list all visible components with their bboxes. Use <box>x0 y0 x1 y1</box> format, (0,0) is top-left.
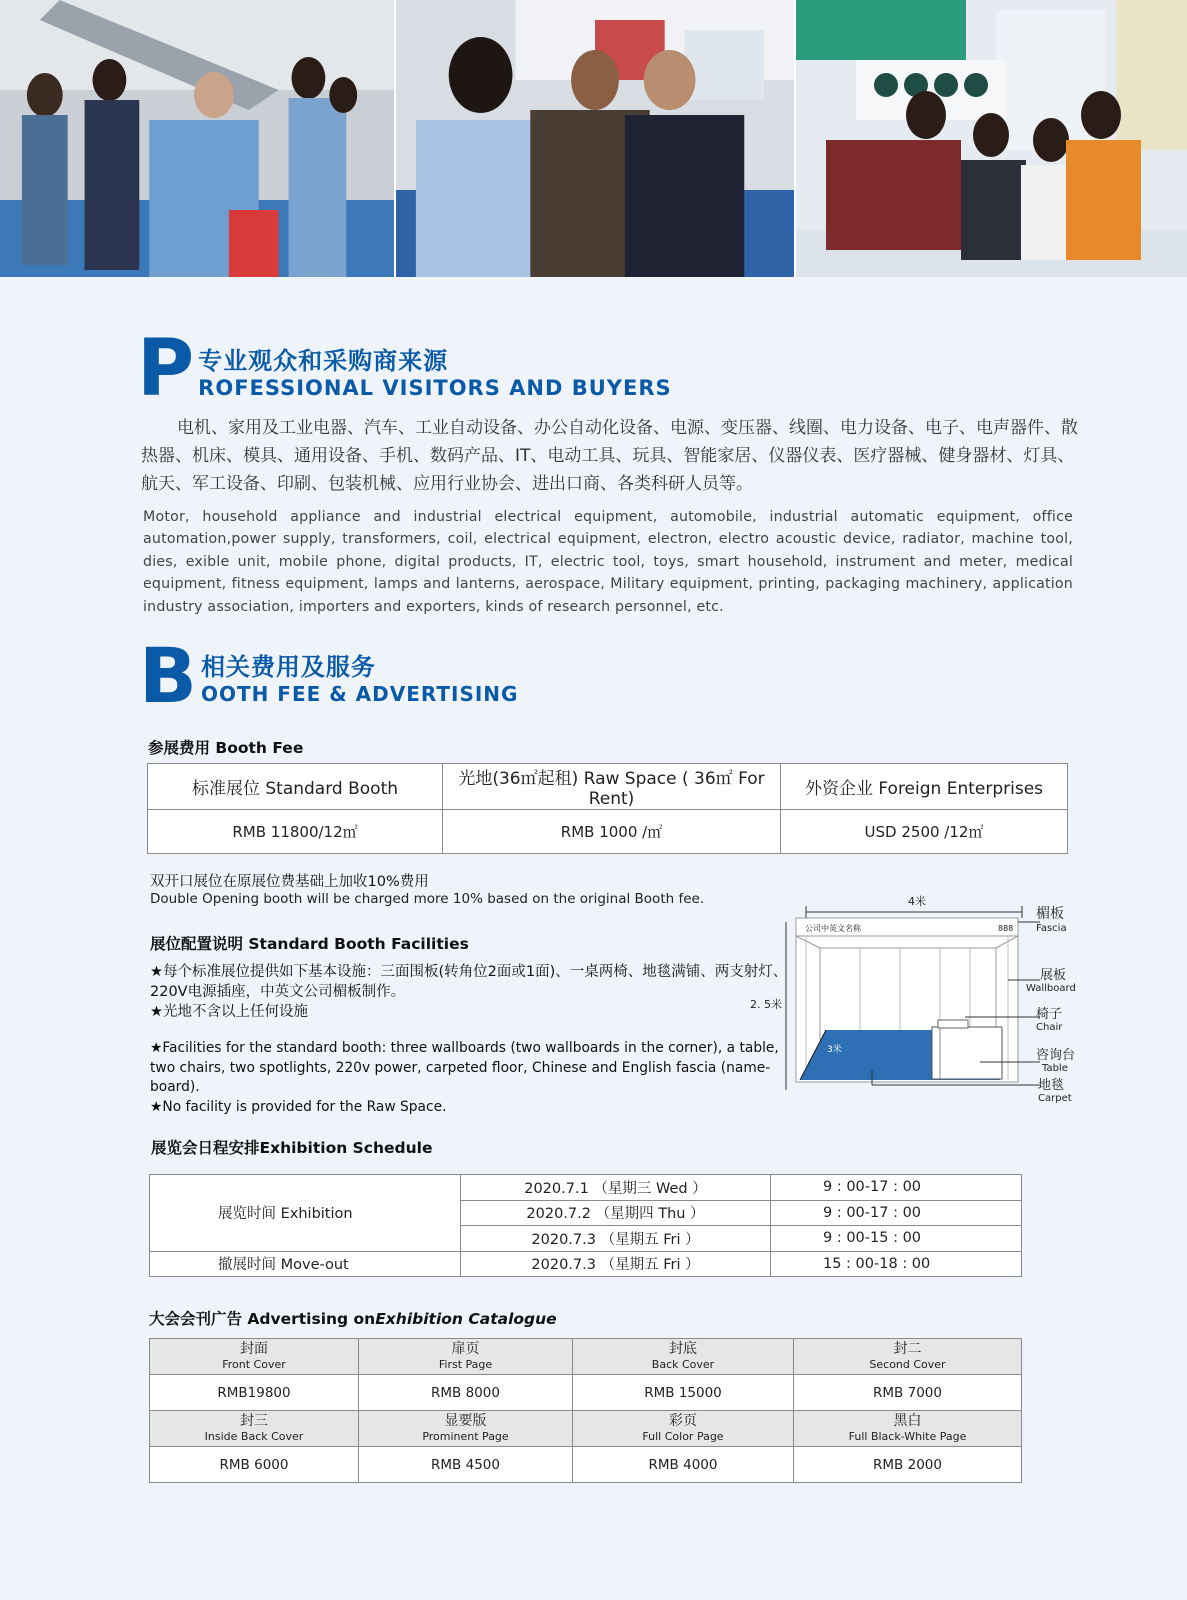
booth-fee-table <box>147 763 1068 854</box>
table-label-cn: 咨询台 <box>1036 1048 1076 1063</box>
fascia-number: 888 <box>998 924 1014 933</box>
ad-label-prominent-page: 显要版 Prominent Page <box>359 1411 573 1447</box>
chair-label-cn: 椅子 <box>1036 1007 1063 1022</box>
visitors-description-cn: 电机、家用及工业电器、汽车、工业自动设备、办公自动化设备、电源、变压器、线圈、电力设备、电子、电声器件、散热器、机床、模具、通用设备、手机、数码产品、IT、电动工具、玩具、智能家居、仪器仪表、医疗器械、健身器材、灯具、航天、军工设备、印刷、包装机械、应用行业协会、进出口商、各类科研人员等。 <box>141 418 1078 494</box>
schedule-time-3: 9 : 00-15 : 00 <box>771 1226 1022 1252</box>
facilities-cn-item-2: ★光地不含以上任何设施 <box>150 1004 308 1020</box>
schedule-table <box>149 1174 1022 1277</box>
schedule-date-2: 2020.7.2 （星期四 Thu ） <box>461 1200 771 1226</box>
facilities-description-en <box>150 1039 790 1117</box>
fee-header-foreign: 外资企业 Foreign Enterprises <box>781 764 1068 810</box>
fee-value-standard: RMB 11800/12㎡ <box>148 810 443 854</box>
schedule-time-2: 9 : 00-17 : 00 <box>771 1200 1022 1226</box>
height-label: 2. 5米 <box>750 998 782 1011</box>
advertising-title <box>149 1307 557 1329</box>
booth-chair <box>938 1020 968 1028</box>
ad-price-first-page: RMB 8000 <box>359 1375 573 1411</box>
carpet-label-en: Carpet <box>1038 1093 1072 1104</box>
section-letter-p: P <box>137 324 195 414</box>
schedule-date-4: 2020.7.3 （星期五 Fri ） <box>461 1251 771 1277</box>
ad-label-first-page: 扉页 First Page <box>359 1339 573 1375</box>
section-booth-title-en: OOTH FEE & ADVERTISING <box>200 682 519 706</box>
table-label-en: Table <box>1042 1063 1068 1074</box>
section-booth-heading <box>139 631 519 720</box>
exhibition-photo-buyers <box>396 0 796 277</box>
ad-price-black-white-page: RMB 2000 <box>794 1447 1022 1483</box>
chair-label-en: Chair <box>1036 1022 1063 1033</box>
exhibition-period-label: 展览时间 Exhibition <box>150 1175 461 1252</box>
fascia-company-text: 公司中英文名称 <box>805 924 861 933</box>
schedule-time-4: 15 : 00-18 : 00 <box>771 1251 1022 1277</box>
photo-strip <box>0 0 1187 277</box>
facilities-en-item-1: ★Facilities for the standard booth: three wallboards (two wallboards in the corner), a table, two chairs, two spotlights, 220v power, carpeted floor, Chinese and English fascia (name-board). <box>150 1040 779 1095</box>
fee-value-raw-space: RMB 1000 /㎡ <box>443 810 781 854</box>
ad-label-front-cover: 封面 Front Cover <box>150 1339 359 1375</box>
fee-header-raw-space: 光地(36㎡起租) Raw Space ( 36㎡ For Rent) <box>443 764 781 810</box>
ad-price-second-cover: RMB 7000 <box>794 1375 1022 1411</box>
ad-label-inside-back-cover: 封三 Inside Back Cover <box>150 1411 359 1447</box>
ad-price-inside-back-cover: RMB 6000 <box>150 1447 359 1483</box>
advertising-title-main: 大会会刊广告 Advertising on <box>149 1310 376 1328</box>
ad-price-prominent-page: RMB 4500 <box>359 1447 573 1483</box>
fascia-label-en: Fascia <box>1036 923 1067 934</box>
facilities-cn-item-1: ★每个标准展位提供如下基本设施：三面围板(转角位2面或1面)、一桌两椅、地毯满铺、两支射灯、220V电源插座，中英文公司楣板制作。 <box>150 964 788 1000</box>
ad-label-second-cover: 封二 Second Cover <box>794 1339 1022 1375</box>
depth-label: 3米 <box>827 1045 842 1055</box>
double-opening-note-en: Double Opening booth will be charged more 10% based on the original Booth fee. <box>150 891 705 907</box>
facilities-title: 展位配置说明 Standard Booth Facilities <box>150 935 469 953</box>
schedule-date-1: 2020.7.1 （星期三 Wed ） <box>461 1175 771 1201</box>
section-booth-title-cn: 相关费用及服务 <box>200 653 376 681</box>
width-label: 4米 <box>908 895 926 908</box>
facilities-description-cn <box>150 962 790 1022</box>
facilities-en-item-2: ★No facility is provided for the Raw Space. <box>150 1098 447 1115</box>
wallboard-label-en: Wallboard <box>1026 983 1076 994</box>
ad-price-full-color-page: RMB 4000 <box>573 1447 794 1483</box>
ad-label-black-white-page: 黑白 Full Black-White Page <box>794 1411 1022 1447</box>
schedule-title: 展览会日程安排Exhibition Schedule <box>151 1139 433 1157</box>
section-visitors-heading <box>137 324 672 414</box>
advertising-table <box>149 1338 1022 1483</box>
double-opening-note-cn: 双开口展位在原展位费基础上加收10%费用 <box>150 874 429 890</box>
schedule-time-1: 9 : 00-17 : 00 <box>771 1175 1022 1201</box>
advertising-title-italic: Exhibition Catalogue <box>375 1310 557 1328</box>
booth-fee-title: 参展费用 Booth Fee <box>148 739 304 757</box>
ad-label-full-color-page: 彩页 Full Color Page <box>573 1411 794 1447</box>
visitors-description-en: Motor, household appliance and industrial electrical equipment, automobile, industrial automatic equipment, office automation,power supply, transformers, coil, electrical equipment, electron, electro acoustic device, radiator, machine tool, dies, exible unit, mobile phone, digital products, IT, electric tool, toys, smart household, instrument and meter, medical equipment, fitness equipment, lamps and lanterns, aerospace, Military equipment, printing, packaging machinery, application industry association, importers and exporters, kinds of research personnel, etc. <box>143 509 1073 615</box>
fee-header-standard: 标准展位 Standard Booth <box>148 764 443 810</box>
exhibition-photo-booth <box>796 0 1187 277</box>
section-letter-b: B <box>139 631 197 720</box>
fascia-label-cn: 楣板 <box>1036 906 1064 922</box>
section-visitors-title-en: ROFESSIONAL VISITORS AND BUYERS <box>198 376 672 400</box>
moveout-period-label: 撤展时间 Move-out <box>150 1251 461 1277</box>
exhibition-photo-visitors <box>0 0 396 277</box>
ad-price-back-cover: RMB 15000 <box>573 1375 794 1411</box>
booth-diagram <box>750 890 1105 1130</box>
schedule-date-3: 2020.7.3 （星期五 Fri ） <box>461 1226 771 1252</box>
ad-label-back-cover: 封底 Back Cover <box>573 1339 794 1375</box>
wallboard-label-cn: 展板 <box>1040 968 1067 983</box>
booth-table <box>932 1027 1002 1079</box>
fee-value-foreign: USD 2500 /12㎡ <box>781 810 1068 854</box>
carpet-label-cn: 地毯 <box>1038 1078 1065 1093</box>
section-visitors-title-cn: 专业观众和采购商来源 <box>198 347 449 375</box>
ad-price-front-cover: RMB19800 <box>150 1375 359 1411</box>
